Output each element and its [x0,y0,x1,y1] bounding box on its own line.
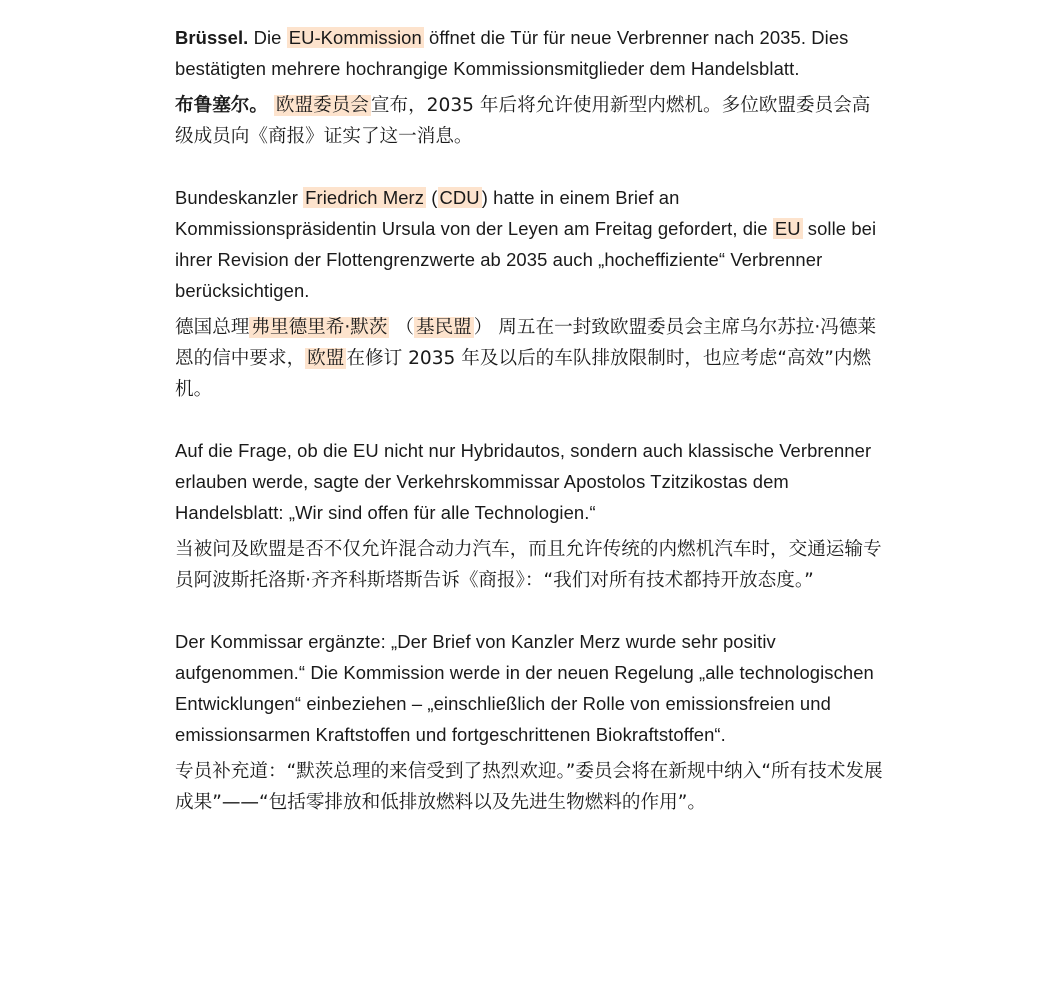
text-segment: ) hatte in einem Brief an Kommissionspräsidentin Ursula von der Leyen am Freitag gefordert, die [175,187,773,239]
paragraph-pair-4 [175,626,885,818]
highlighted-entity[interactable]: CDU [439,187,480,208]
paragraph-german: Auf die Frage, ob die EU nicht nur Hybridautos, sondern auch klassische Verbrenner erlauben werde, sagte der Verkehrskommissar Apostolos Tzitzikostas dem Handelsblatt: „Wir sind offen für alle Technologien.“ [175,440,872,523]
paragraph-german [175,182,885,306]
text-segment: 德国总理 [175,317,250,338]
text-segment: Die [248,27,287,48]
text-segment: （ [389,317,414,338]
dateline: Brüssel. [175,27,249,48]
paragraph-chinese [175,90,885,152]
article-body [175,22,885,848]
paragraph-chinese: 当被问及欧盟是否不仅允许混合动力汽车，而且允许传统的内燃机汽车时，交通运输专员阿波斯托洛斯·齐齐科斯塔斯告诉《商报》：“我们对所有技术都持开放态度。” [175,539,882,591]
text-segment: 在修订 2035 年及以后的车队排放限制时，也应考虑“高效”内燃机。 [175,348,872,400]
highlighted-entity[interactable]: EU [774,218,801,239]
paragraph-pair-3 [175,435,885,596]
paragraph-chinese: 专员补充道：“默茨总理的来信受到了热烈欢迎。”委员会将在新规中纳入“所有技术发展成果”——“包括零排放和低排放燃料以及先进生物燃料的作用”。 [175,761,883,813]
paragraph-pair-1 [175,22,885,152]
text-segment: solle bei ihrer Revision der Flottengrenzwerte ab 2035 auch „hocheffiziente“ Verbrenner berücksichtigen. [175,218,877,301]
highlighted-entity[interactable]: 欧盟委员会 [275,95,369,116]
text-segment: ( [426,187,438,208]
text-segment: 宣布，2035 年后将允许使用新型内燃机。多位欧盟委员会高级成员向《商报》证实了这一消息。 [175,95,871,147]
highlighted-entity[interactable]: 欧盟 [307,348,345,369]
text-segment: öffnet die Tür für neue Verbrenner nach 2035. Dies bestätigten mehrere hochrangige Kommissionsmitglieder dem Handelsblatt. [175,27,849,79]
paragraph-chinese [175,312,885,405]
highlighted-entity[interactable]: 基民盟 [415,317,472,338]
paragraph-german: Der Kommissar ergänzte: „Der Brief von Kanzler Merz wurde sehr positiv aufgenommen.“ Die Kommission werde in der neuen Regelung „alle technologischen Entwicklungen“ einbeziehen – „einschließlich der Rolle von emissionsfreien und emissionsarmen Kraftstoffen und fortgeschrittenen Biokraftstoffen“. [175,631,874,745]
highlighted-entity[interactable]: Friedrich Merz [305,187,425,208]
paragraph-german [175,22,885,84]
highlighted-entity[interactable]: EU-Kommission [288,27,422,48]
dateline: 布鲁塞尔。 [175,95,268,116]
text-segment: ） 周五在一封致欧盟委员会主席乌尔苏拉·冯德莱恩的信中要求， [175,317,877,369]
highlighted-entity[interactable]: 弗里德里希·默茨 [251,317,388,338]
text-segment: Bundeskanzler [175,187,304,208]
paragraph-pair-2 [175,182,885,405]
